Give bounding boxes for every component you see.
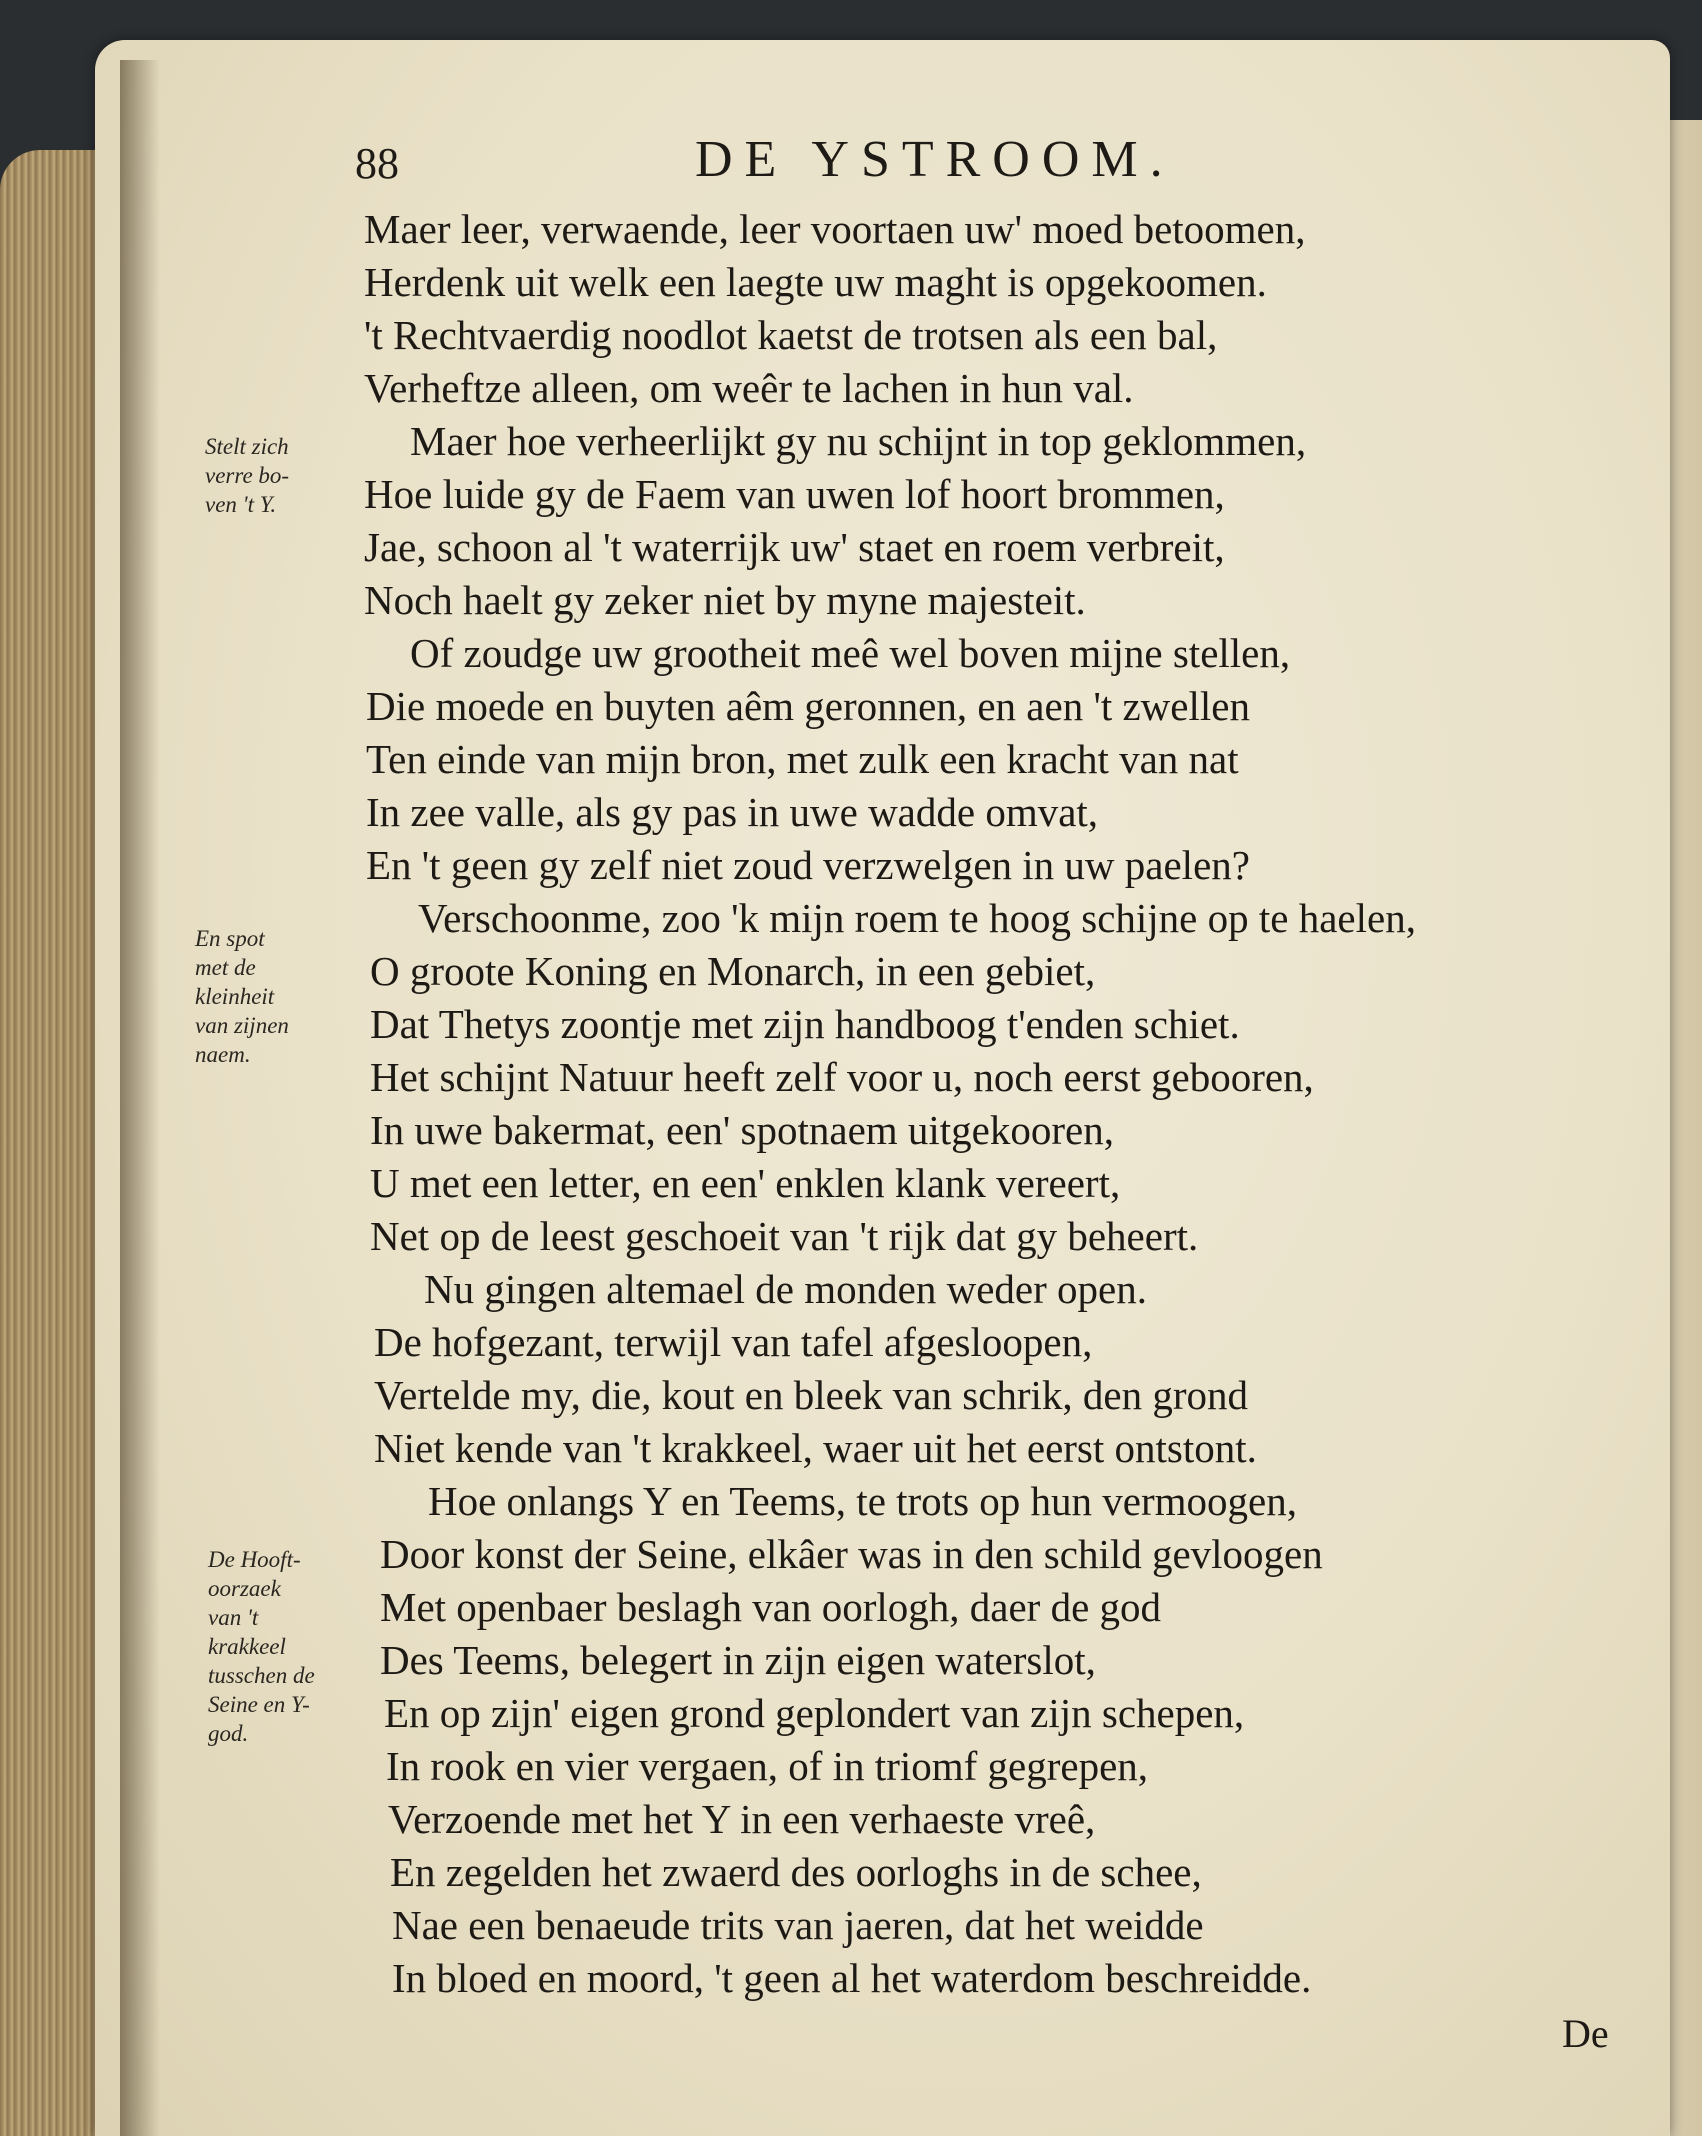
verse-line: En 't geen gy zelf niet zoud verzwelgen in uw paelen?: [366, 842, 1250, 888]
verse-line: Hoe luide gy de Faem van uwen lof hoort brommen,: [364, 471, 1225, 517]
verse-line: En op zijn' eigen grond geplondert van zijn schepen,: [384, 1690, 1245, 1736]
verse-line: Nu gingen altemael de monden weder open.: [424, 1266, 1147, 1312]
verse-line: Die moede en buyten aêm geronnen, en aen 't zwellen: [366, 683, 1250, 729]
verse-line: Verschoonme, zoo 'k mijn roem te hoog schijne op te haelen,: [418, 895, 1416, 941]
verse-line: Des Teems, belegert in zijn eigen waterslot,: [380, 1637, 1096, 1683]
verse-line: Ten einde van mijn bron, met zulk een kracht van nat: [366, 736, 1239, 782]
verse-line: In zee valle, als gy pas in uwe wadde omvat,: [366, 789, 1099, 835]
verse-line: Verheftze alleen, om weêr te lachen in hun val.: [364, 365, 1134, 411]
gutter-shadow: [120, 60, 160, 2136]
verse-line: Door konst der Seine, elkâer was in den schild gevloogen: [380, 1531, 1323, 1577]
verse-line: Jae, schoon al 't waterrijk uw' staet en roem verbreit,: [364, 524, 1225, 570]
verse-line: Of zoudge uw grootheit meê wel boven mijne stellen,: [410, 630, 1291, 676]
verse-line: U met een letter, en een' enklen klank vereert,: [370, 1160, 1121, 1206]
verse-line: Vertelde my, die, kout en bleek van schrik, den grond: [374, 1372, 1249, 1418]
verse-line: Maer hoe verheerlijkt gy nu schijnt in top geklommen,: [410, 418, 1307, 464]
verse-line: Dat Thetys zoontje met zijn handboog t'enden schiet.: [370, 1001, 1240, 1047]
verse-line: Noch haelt gy zeker niet by myne majesteit.: [364, 577, 1086, 623]
running-title: DE YSTROOM.: [695, 131, 1175, 188]
margin-note: De Hooft- oorzaek van 't krakkeel tusschen de Seine en Y- god.: [208, 1547, 315, 1746]
verse-line: Net op de leest geschoeit van 't rijk dat gy beheert.: [370, 1213, 1199, 1259]
verse-line: In bloed en moord, 't geen al het waterdom beschreidde.: [392, 1955, 1312, 2001]
verse-line: In rook en vier vergaen, of in triomf gegrepen,: [386, 1743, 1149, 1789]
page-number: 88: [355, 139, 399, 188]
verse-line: De hofgezant, terwijl van tafel afgesloopen,: [374, 1319, 1093, 1365]
verse-line: In uwe bakermat, een' spotnaem uitgekooren,: [370, 1107, 1114, 1153]
verse-line: Verzoende met het Y in een verhaeste vreê,: [388, 1796, 1096, 1842]
margin-note: Stelt zich verre bo- ven 't Y.: [205, 434, 290, 517]
verse-line: En zegelden het zwaerd des oorloghs in de schee,: [390, 1849, 1202, 1895]
verse-line: 't Rechtvaerdig noodlot kaetst de trotsen als een bal,: [364, 312, 1218, 358]
verse-line: Hoe onlangs Y en Teems, te trots op hun vermoogen,: [428, 1478, 1297, 1524]
catchword: De: [1562, 2011, 1609, 2056]
margin-note: En spot met de kleinheit van zijnen naem.: [195, 926, 289, 1067]
verse-line: Herdenk uit welk een laegte uw maght is opgekoomen.: [364, 259, 1267, 305]
verse-line: Het schijnt Natuur heeft zelf voor u, noch eerst gebooren,: [370, 1054, 1314, 1100]
verse-line: Nae een benaeude trits van jaeren, dat het weidde: [392, 1902, 1204, 1948]
verse-line: Met openbaer beslagh van oorlogh, daer de god: [380, 1584, 1162, 1630]
verse-line: Niet kende van 't krakkeel, waer uit het eerst ontstont.: [374, 1425, 1257, 1471]
verse-line: O groote Koning en Monarch, in een gebiet,: [370, 948, 1096, 994]
verse-line: Maer leer, verwaende, leer voortaen uw' moed betoomen,: [364, 206, 1306, 252]
